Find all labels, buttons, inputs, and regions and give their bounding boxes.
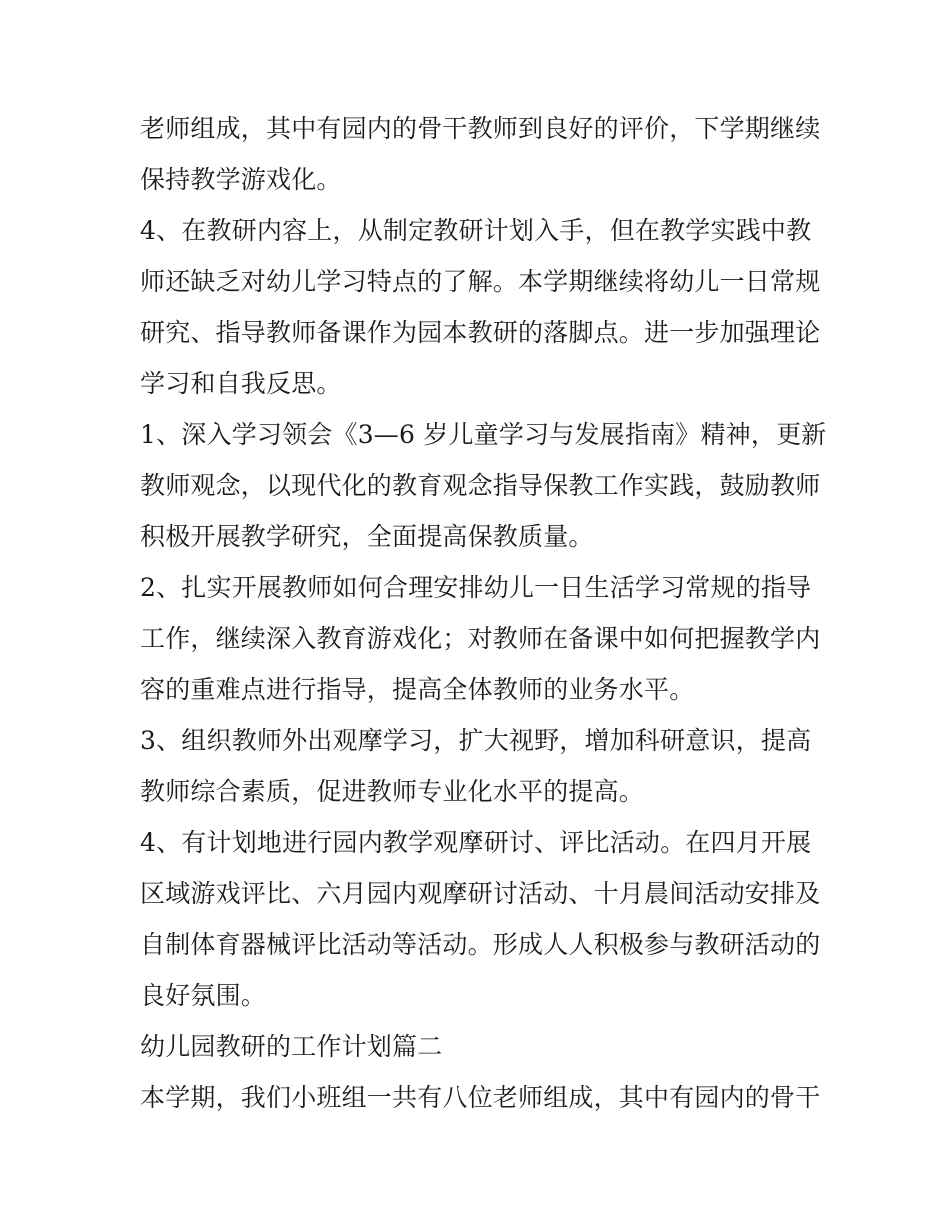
text-line: 积极开展教学研究，全面提高保教质量。	[140, 522, 594, 551]
text-line: 自制体育器械评比活动等活动。形成人人积极参与教研活动的	[140, 930, 821, 959]
text-line: 4、有计划地进行园内教学观摩研讨、评比活动。在四月开展	[140, 828, 812, 857]
text-line: 学习和自我反思。	[140, 369, 342, 398]
text-line: 师还缺乏对幼儿学习特点的了解。本学期继续将幼儿一日常规	[140, 267, 821, 296]
text-line: 工作，继续深入教育游戏化；对教师在备课中如何把握教学内	[140, 624, 821, 653]
text-line: 保持教学游戏化。	[140, 165, 342, 194]
text-line: 4、在教研内容上，从制定教研计划入手，但在教学实践中教	[140, 216, 812, 245]
text-line: 教师综合素质，促进教师专业化水平的提高。	[140, 777, 645, 806]
section-heading: 幼儿园教研的工作计划篇二	[140, 1032, 443, 1061]
text-line: 容的重难点进行指导，提高全体教师的业务水平。	[140, 675, 695, 704]
text-line: 3、组织教师外出观摩学习，扩大视野，增加科研意识，提高	[140, 726, 812, 755]
text-line: 教师观念，以现代化的教育观念指导保教工作实践，鼓励教师	[140, 471, 821, 500]
text-line: 良好氛围。	[140, 981, 267, 1010]
text-line: 本学期，我们小班组一共有八位老师组成，其中有园内的骨干	[140, 1083, 821, 1112]
text-line: 1、深入学习领会《3—6 岁儿童学习与发展指南》精神，更新	[140, 420, 827, 449]
text-line: 老师组成，其中有园内的骨干教师到良好的评价，下学期继续	[140, 114, 821, 143]
text-line: 2、扎实开展教师如何合理安排幼儿一日生活学习常规的指导	[140, 573, 812, 602]
text-line: 研究、指导教师备课作为园本教研的落脚点。进一步加强理论	[140, 318, 821, 347]
text-line: 区域游戏评比、六月园内观摩研讨活动、十月晨间活动安排及	[140, 879, 821, 908]
